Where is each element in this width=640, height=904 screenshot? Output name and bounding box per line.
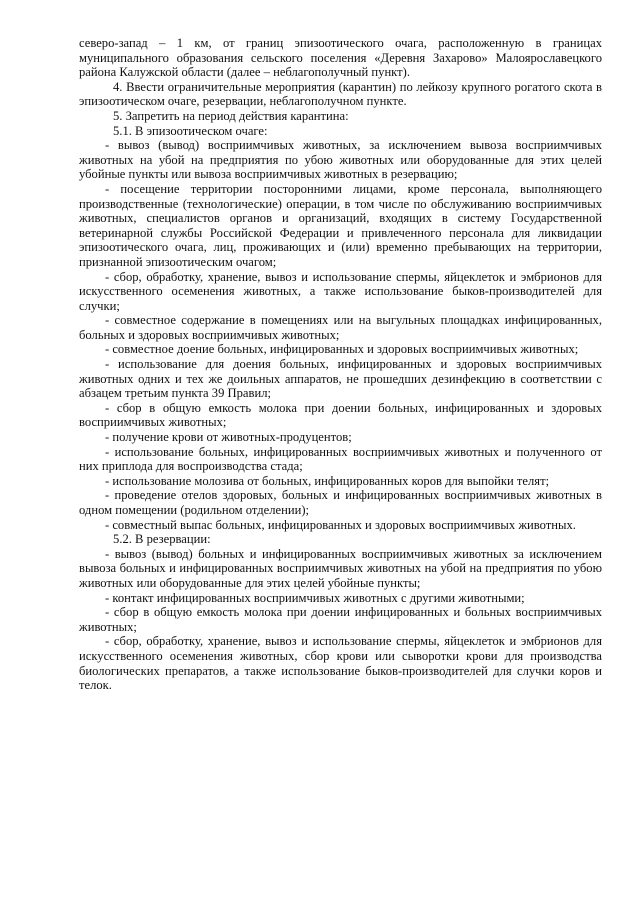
paragraph-intro: северо-запад – 1 км, от границ эпизоотического очага, расположенную в границах муниципального образования сельского поселения «Деревня Захарово» Малоярославецкого района Калужской области (далее – неблагополучный пункт).	[79, 36, 602, 80]
subheading-5-1: 5.1. В эпизоотическом очаге:	[113, 123, 268, 138]
list-item: - вывоз (вывод) восприимчивых животных, за исключением вывоза восприимчивых животных на убой на предприятия по убою животных или оборудованные для этих целей убойные пункты или вывоза восприимчивых животных в резервацию;	[79, 138, 602, 182]
paragraph-item-4: 4. Ввести ограничительные мероприятия (карантин) по лейкозу крупного рогатого скота в эпизоотическом очаге, резервации, неблагополучном пункте.	[79, 79, 602, 109]
list-item: - использование больных, инфицированных восприимчивых животных и полученного от них приплода для воспроизводства стада;	[79, 444, 602, 474]
list-item: - совместное доение больных, инфицированных и здоровых восприимчивых животных;	[105, 342, 579, 357]
list-item: - совместный выпас больных, инфицированных и здоровых восприимчивых животных.	[105, 517, 576, 532]
list-item: - получение крови от животных-продуцентов;	[105, 430, 352, 445]
subheading-5-2: 5.2. В резервации:	[113, 532, 211, 547]
list-item: - вывоз (вывод) больных и инфицированных восприимчивых животных за исключением вывоза больных и инфицированных восприимчивых животных на убой на предприятия по убою животных или оборудованные для этих целей убойные пункты;	[79, 546, 602, 590]
list-item: - сбор в общую емкость молока при доении инфицированных и больных восприимчивых животных;	[79, 605, 602, 634]
list-item: - сбор в общую емкость молока при доении больных, инфицированных и здоровых восприимчивых животных;	[79, 400, 602, 430]
list-item: - контакт инфицированных восприимчивых животных с другими животными;	[105, 590, 525, 605]
list-item: - использование для доения больных, инфицированных и здоровых восприимчивых животных одних и тех же доильных аппаратов, не прошедших дезинфекцию в соответствии с абзацем третьим пункта 39 Правил;	[79, 357, 602, 401]
list-item: - сбор, обработку, хранение, вывоз и использование спермы, яйцеклеток и эмбрионов для искусственного осеменения животных, сбор крови или сыворотки крови для производства биологических препаратов, а также использование быков-производителей для случки коров и телок.	[79, 634, 602, 693]
list-item: - проведение отелов здоровых, больных и инфицированных восприимчивых животных в одном помещении (родильном отделении);	[79, 488, 602, 517]
list-item: - использование молозива от больных, инфицированных коров для выпойки телят;	[105, 473, 550, 488]
paragraph-item-5: 5. Запретить на период действия карантина:	[113, 108, 349, 123]
list-item: - посещение территории посторонними лицами, кроме персонала, выполняющего производственные (технологические) операции, в том числе по обслуживанию восприимчивых животных, специалистов органов и организаций, входящих в систему Государственной ветеринарной службы Российской Федерации и привлеченного персонала для ликвидации эпизоотического очага, лиц, проживающих и (или) временно пребывающих на территории, признанной эпизоотическим очагом;	[79, 181, 602, 269]
list-item: - совместное содержание в помещениях или на выгульных площадках инфицированных, больных и здоровых восприимчивых животных;	[79, 313, 602, 342]
list-item: - сбор, обработку, хранение, вывоз и использование спермы, яйцеклеток и эмбрионов для искусственного осеменения животных, а также использование быков-производителей для случки;	[79, 269, 602, 313]
